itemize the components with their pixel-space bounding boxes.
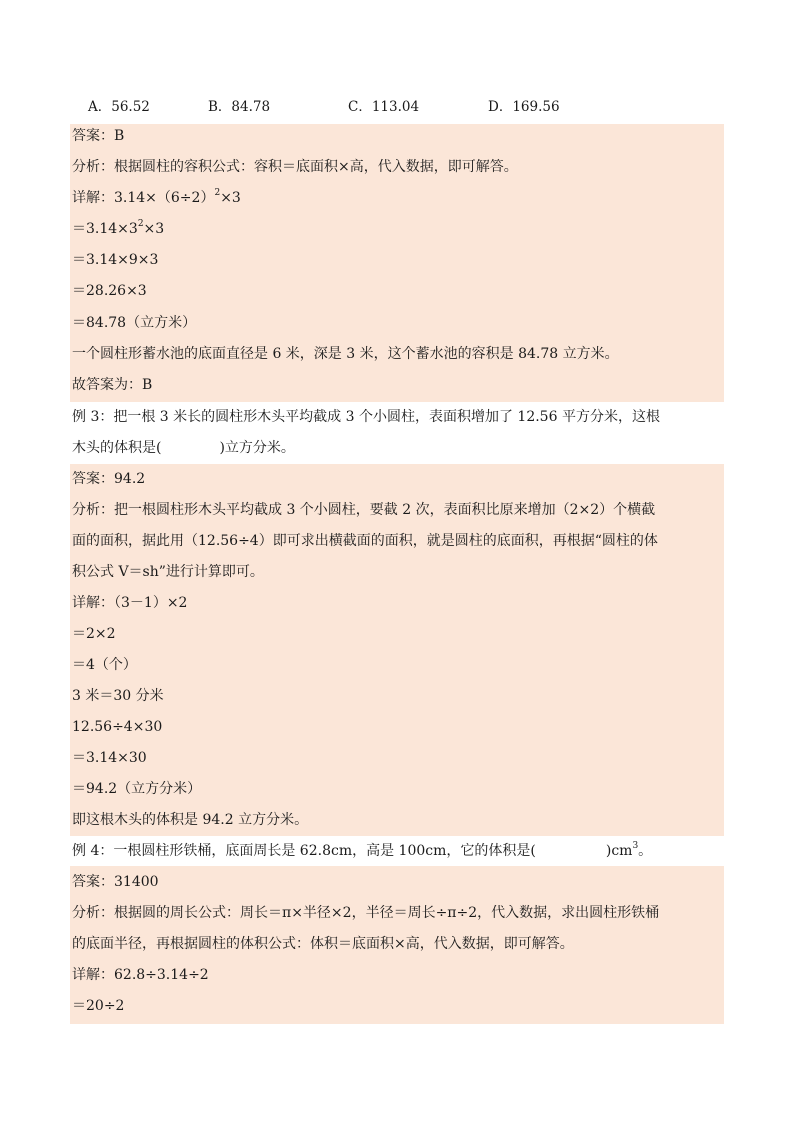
ex4-question-tail: )cm <box>605 843 633 859</box>
ex2-step1-tail: ×3 <box>143 221 165 237</box>
ex4-step1: ＝20÷2 <box>72 998 125 1014</box>
ex4-answer: 答案：31400 <box>72 874 159 890</box>
ex4-question-end: 。 <box>638 843 653 859</box>
ex3-conclusion: 即这根木头的体积是 94.2 立方分米。 <box>72 812 309 828</box>
ex2-analysis: 分析：根据圆柱的容积公式：容积＝底面积×高，代入数据，即可解答。 <box>72 159 518 175</box>
ex2-conclusion: 一个圆柱形蓄水池的底面直径是 6 米，深是 3 米，这个蓄水池的容积是 84.78 立方米。 <box>72 346 619 362</box>
option-a: A．56.52 <box>88 99 150 115</box>
ex4-analysis1: 分析：根据圆的周长公式：周长＝π×半径×2，半径＝周长÷π÷2，代入数据，求出圆柱形铁桶 <box>72 905 660 921</box>
ex3-step2: ＝4（个） <box>72 657 137 673</box>
option-d: D．169.56 <box>488 99 560 115</box>
ex2-detail-tail: ×3 <box>220 190 241 206</box>
ex3-step4: 12.56÷4×30 <box>72 719 163 735</box>
ex3-question-line1: 例 3：把一根 3 米长的圆柱形木头平均截成 3 个小圆柱，表面积增加了 12.56 平方分米，这根 <box>72 409 660 425</box>
ex2-detail-sup: 2 <box>214 188 221 199</box>
options-row <box>88 96 728 118</box>
ex2-step2: ＝3.14×9×3 <box>72 252 159 268</box>
ex3-step3: 3 米＝30 分米 <box>72 688 164 704</box>
ex4-detail: 详解：62.8÷3.14÷2 <box>72 967 209 983</box>
ex2-detail-head: 详解：3.14×（6÷2） <box>72 190 215 206</box>
ex2-answer: 答案：B <box>72 128 125 144</box>
option-c: C．113.04 <box>348 99 420 115</box>
ex2-step1-head: ＝3.14×3 <box>72 221 138 237</box>
ex2-step1 <box>72 219 724 239</box>
ex3-step1: ＝2×2 <box>72 626 116 642</box>
ex2-step4: ＝84.78（立方米） <box>72 315 197 331</box>
ex2-step1-sup: 2 <box>137 219 144 230</box>
ex3-analysis2: 面的面积，据此用（12.56÷4）即可求出横截面的面积，就是圆柱的底面积，再根据“圆柱的体 <box>72 533 658 549</box>
ex3-analysis3: 积公式 V＝sh”进行计算即可。 <box>72 564 264 580</box>
ex3-question-head: 木头的体积是( <box>72 440 162 456</box>
ex2-final: 故答案为：B <box>72 377 153 393</box>
option-b: B．84.78 <box>208 99 271 115</box>
ex4-question-sup: 3 <box>632 841 639 852</box>
ex3-step5: ＝3.14×30 <box>72 750 147 766</box>
ex4-question <box>72 841 724 861</box>
ex3-question-tail: )立方分米。 <box>219 440 295 456</box>
ex3-step6: ＝94.2（立方分米） <box>72 781 202 797</box>
ex4-question-head: 例 4：一根圆柱形铁桶，底面周长是 62.8cm，高是 100cm，它的体积是( <box>72 843 536 859</box>
ex4-analysis2: 的底面半径，再根据圆柱的体积公式：体积＝底面积×高，代入数据，即可解答。 <box>72 936 574 952</box>
ex2-step3: ＝28.26×3 <box>72 283 147 299</box>
ex3-question-line2 <box>72 438 724 458</box>
ex2-detail <box>72 188 724 208</box>
ex3-analysis1: 分析：把一根圆柱形木头平均截成 3 个小圆柱，要截 2 次，表面积比原来增加（2×2）个横截 <box>72 502 656 518</box>
ex3-answer: 答案：94.2 <box>72 471 146 487</box>
ex3-detail: 详解：（3－1）×2 <box>72 595 188 611</box>
